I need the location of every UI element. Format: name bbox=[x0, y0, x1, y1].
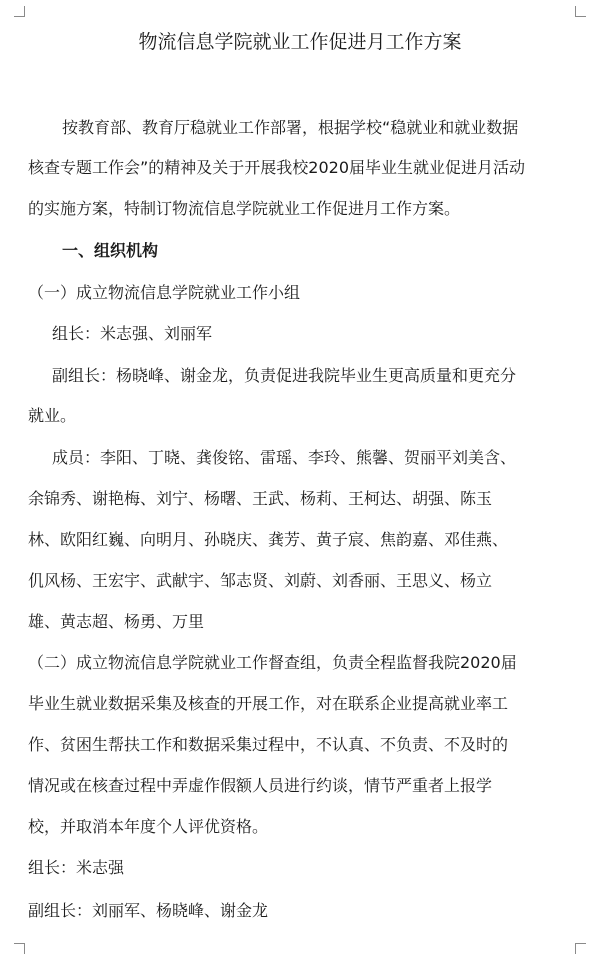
crop-mark-top-right bbox=[575, 6, 586, 17]
members-line: 仉风杨、王宏宇、武献宇、邹志贤、刘蔚、刘香丽、王思义、杨立 bbox=[28, 571, 493, 590]
document-title: 物流信息学院就业工作促进月工作方案 bbox=[138, 31, 462, 53]
supervision-leader: 组长：米志强 bbox=[28, 858, 125, 877]
members-line: 林、欧阳红巍、向明月、孙晓庆、龚芳、黄子宸、焦韵嘉、邓佳燕、 bbox=[28, 530, 509, 549]
intro-line: 按教育部、教育厅稳就业工作部署，根据学校“稳就业和就业数据 bbox=[62, 118, 519, 137]
members-line: 余锦秀、谢艳梅、刘宁、杨曙、王武、杨莉、王柯达、胡强、陈玉 bbox=[28, 489, 493, 508]
deputy-leaders-cont: 就业。 bbox=[28, 406, 77, 425]
subsection-heading: （一）成立物流信息学院就业工作小组 bbox=[28, 283, 301, 302]
subsection-paragraph: 情况或在核查过程中弄虚作假额人员进行约谈，情节严重者上报学 bbox=[28, 776, 493, 795]
crop-mark-bottom-right bbox=[575, 943, 586, 954]
intro-line: 核查专题工作会”的精神及关于开展我校2020届毕业生就业促进月活动 bbox=[28, 158, 526, 177]
subsection-paragraph: （二）成立物流信息学院就业工作督查组，负责全程监督我院2020届 bbox=[28, 653, 517, 672]
members-line: 雄、黄志超、杨勇、万里 bbox=[28, 612, 205, 631]
subsection-paragraph: 毕业生就业数据采集及核查的开展工作，对在联系企业提高就业率工 bbox=[28, 694, 509, 713]
members-line: 成员：李阳、丁晓、龚俊铭、雷瑶、李玲、熊馨、贺丽平刘美含、 bbox=[52, 448, 517, 467]
supervision-deputy-leaders: 副组长：刘丽军、杨晓峰、谢金龙 bbox=[28, 901, 269, 920]
subsection-paragraph: 作、贫困生帮扶工作和数据采集过程中，不认真、不负责、不及时的 bbox=[28, 735, 509, 754]
section-heading: 一、组织机构 bbox=[62, 241, 159, 260]
subsection-paragraph: 校，并取消本年度个人评优资格。 bbox=[28, 817, 269, 836]
team-leaders: 组长：米志强、刘丽军 bbox=[52, 324, 213, 343]
crop-mark-bottom-left bbox=[14, 943, 25, 954]
intro-line: 的实施方案，特制订物流信息学院就业工作促进月工作方案。 bbox=[28, 199, 461, 218]
crop-mark-top-left bbox=[14, 6, 25, 17]
deputy-leaders: 副组长：杨晓峰、谢金龙，负责促进我院毕业生更高质量和更充分 bbox=[52, 366, 517, 385]
